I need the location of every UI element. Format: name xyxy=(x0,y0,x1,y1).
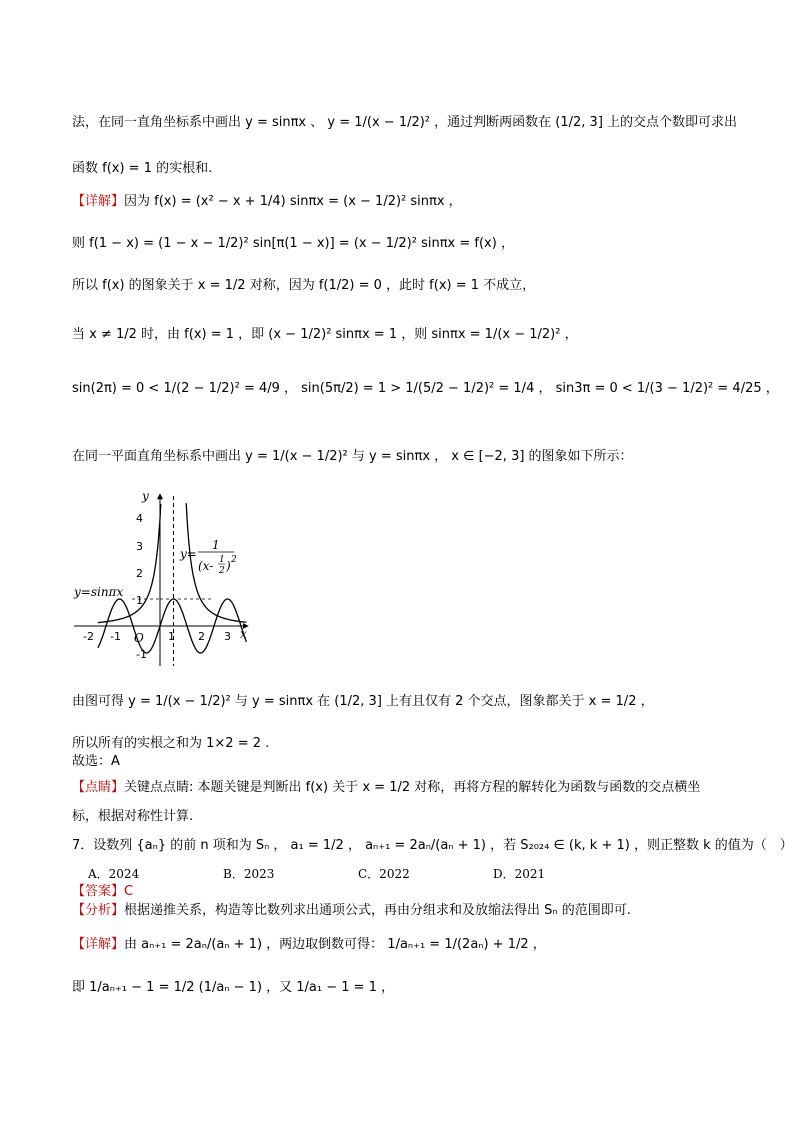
section-tag-detail-2: 【详解】 xyxy=(72,937,125,952)
y-tick-1: 1 xyxy=(136,594,143,607)
line-17 xyxy=(72,902,631,920)
line-3-text: 因为 f(x) = (x² − x + 1/4) sinπx = (x − 1/2)² sinπx ， xyxy=(124,194,462,209)
option-c: C．2022 xyxy=(358,867,410,881)
line-3 xyxy=(72,193,462,211)
reciprocal-label-half-n: 1 xyxy=(219,555,225,565)
sin-curve-label: y=sinπx xyxy=(74,585,124,599)
y-tick-2: 2 xyxy=(136,567,143,580)
reciprocal-label-exp: 2 xyxy=(231,555,237,565)
line-19: 即 1/aₙ₊₁ − 1 = 1/2 (1/aₙ − 1) ，又 1/a₁ − 1 = 1 ， xyxy=(72,980,395,995)
line-17-text: 根据递推关系，构造等比数列求出通项公式，再由分组求和及放缩法得出 Sₙ 的范围即可. xyxy=(124,903,631,918)
reciprocal-label-half-d: 2 xyxy=(219,566,225,576)
x-tick-2: 2 xyxy=(198,630,205,643)
y-tick-3: 3 xyxy=(136,540,143,553)
x-tick--2: -2 xyxy=(83,630,94,643)
function-graph xyxy=(72,488,252,672)
reciprocal-label-num: 1 xyxy=(212,538,220,552)
line-11: 故选：A xyxy=(72,754,120,769)
y-tick--1: -1 xyxy=(136,648,147,661)
option-a: A．2024 xyxy=(88,867,140,881)
reciprocal-label-den: (x- xyxy=(198,559,214,573)
reciprocal-label-y: y= xyxy=(180,547,197,561)
x-axis-label: x xyxy=(240,627,247,641)
options-row xyxy=(88,865,628,884)
section-tag-detail: 【详解】 xyxy=(72,194,125,209)
section-tag-note: 【点睛】 xyxy=(72,780,125,795)
line-1: 法，在同一直角坐标系中画出 y = sinπx 、 y = 1/(x − 1/2)² ，通过判断两函数在 (1/2, 3] 上的交点个数即可求出 xyxy=(72,115,738,130)
line-12 xyxy=(72,779,700,797)
reciprocal-label-close: ) xyxy=(226,559,231,573)
option-d: D．2021 xyxy=(493,867,546,881)
line-10: 所以所有的实根之和为 1×2 = 2 . xyxy=(72,736,270,751)
line-14: 7．设数列 {aₙ} 的前 n 项和为 Sₙ ， a₁ = 1/2 ， aₙ₊₁ = 2aₙ/(aₙ + 1) ，若 S₂₀₂₄ ∈ (k, k + 1) ，则正整数 k 的值为（ ） xyxy=(72,838,793,853)
section-tag-analysis: 【分析】 xyxy=(72,903,125,918)
line-18 xyxy=(72,936,546,954)
y-axis-label: y xyxy=(142,489,149,503)
reciprocal-curve-left xyxy=(98,504,161,623)
line-6: 当 x ≠ 1/2 时，由 f(x) = 1 ，即 (x − 1/2)² sinπx = 1 ，则 sinπx = 1/(x − 1/2)² ， xyxy=(72,327,578,342)
origin-label: O xyxy=(134,631,144,645)
line-9: 由图可得 y = 1/(x − 1/2)² 与 y = sinπx 在 (1/2, 3] 上有且仅有 2 个交点，图象都关于 x = 1/2 ， xyxy=(72,694,654,709)
line-16 xyxy=(72,883,133,901)
option-b: B．2023 xyxy=(223,867,275,881)
section-tag-answer: 【答案】 xyxy=(72,884,125,899)
x-tick-3: 3 xyxy=(224,630,231,643)
line-4: 则 f(1 − x) = (1 − x − 1/2)² sin[π(1 − x)] = (x − 1/2)² sinπx = f(x) ， xyxy=(72,236,514,251)
line-8: 在同一平面直角坐标系中画出 y = 1/(x − 1/2)² 与 y = sinπx ， x ∈ [−2, 3] 的图象如下所示： xyxy=(72,449,633,464)
x-tick--1: -1 xyxy=(110,630,121,643)
line-18-text: 由 aₙ₊₁ = 2aₙ/(aₙ + 1) ，两边取倒数可得： 1/aₙ₊₁ = 1/(2aₙ) + 1/2 ， xyxy=(124,937,546,952)
reciprocal-curve-right xyxy=(186,503,246,622)
line-7: sin(2π) = 0 < 1/(2 − 1/2)² = 4/9 ， sin(5π/2) = 1 > 1/(5/2 − 1/2)² = 1/4 ， sin3π = 0 < 1/(3 − 1/2)² = 4/25 ， xyxy=(72,381,779,396)
line-12-text: 关键点点睛: 本题关键是判断出 f(x) 关于 x = 1/2 对称，再将方程的解转化为函数与函数的交点横坐 xyxy=(124,780,701,795)
line-2: 函数 f(x) = 1 的实根和. xyxy=(72,161,213,176)
answer-value: C xyxy=(124,884,134,899)
y-tick-4: 4 xyxy=(136,512,143,525)
line-13: 标，根据对称性计算. xyxy=(72,809,194,824)
line-5: 所以 f(x) 的图象关于 x = 1/2 对称，因为 f(1/2) = 0 ，此时 f(x) = 1 不成立， xyxy=(72,278,536,293)
x-tick-1: 1 xyxy=(168,630,175,643)
